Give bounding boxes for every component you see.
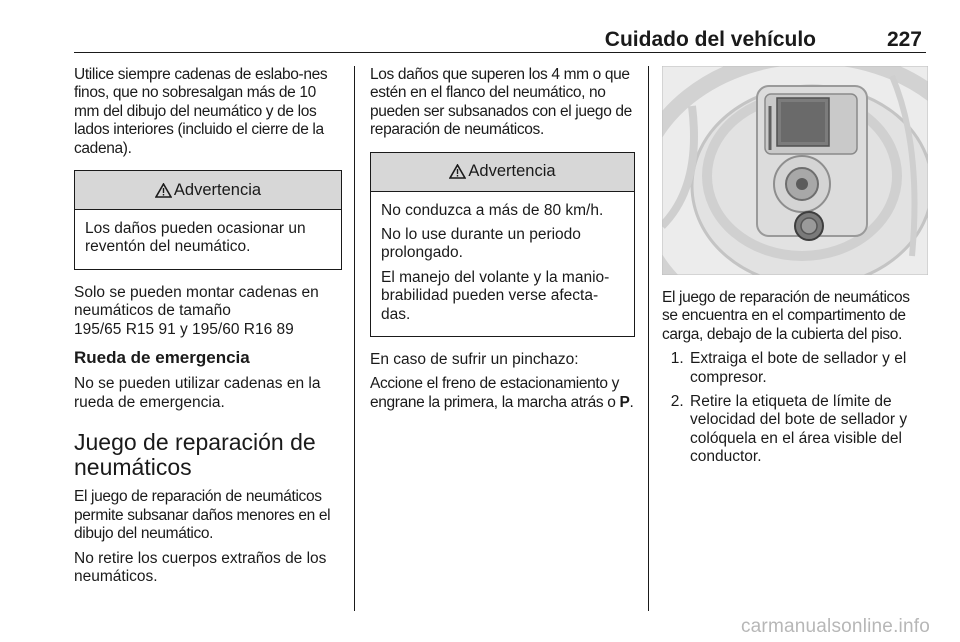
page-header: [74, 22, 926, 53]
list-item: 1. Extraiga el bote de sellador y el compresor.: [688, 350, 928, 387]
column-3: [662, 66, 928, 473]
warning-triangle-icon: [449, 164, 466, 179]
warning-text: Los daños pueden ocasionar un reventón del neumático.: [85, 220, 306, 256]
repair-kit-paragraph-2: No retire los cuerpos extraños de los neumáticos.: [74, 549, 327, 585]
steps-list: [662, 350, 928, 466]
warning-title: Advertencia: [468, 162, 556, 181]
section-title: Cuidado del vehículo: [604, 28, 816, 51]
list-item: 2. Retire la etiqueta de límite de velocidad del bote de sellador y colóquela en el área visible del conductor.: [688, 393, 928, 467]
column-2: [370, 66, 635, 418]
damage-limit-paragraph: Los daños que superen los 4 mm o que estén en el flanco del neumático, no pueden ser subsanados con el juego de reparación de neumáticos.: [370, 66, 632, 139]
spare-wheel-paragraph: No se pueden utilizar cadenas en la rueda de emergencia.: [74, 375, 321, 411]
repair-kit-figure: [662, 66, 928, 275]
parking-brake-text-end: .: [629, 393, 634, 411]
warning-box-1: [74, 170, 342, 270]
parking-brake-text: Accione el freno de estacionamiento y engrane la primera, la marcha atrás o: [370, 375, 620, 411]
warning-title: Advertencia: [173, 180, 262, 199]
warning-header: [371, 153, 634, 192]
spare-wheel-heading: Rueda de emergencia: [74, 348, 250, 368]
figure-caption: El juego de reparación de neumáticos se encuentra en el compartimento de carga, debajo de la cubierta del piso.: [662, 289, 910, 343]
site-watermark: carmanualsonline.info: [740, 616, 930, 637]
column-divider-2: [648, 66, 649, 611]
warning-header: [75, 171, 341, 210]
gear-p-label: P: [619, 393, 630, 411]
chains-intro-paragraph: Utilice siempre cadenas de eslabo-nes finos, que no sobresalgan más de 10 mm del dibujo del neumático y de los lados interiores (incluido el cierre de la cadena).: [74, 66, 328, 157]
column-1: [74, 66, 342, 592]
page-number: 227: [886, 28, 922, 51]
warning-body: [75, 210, 341, 269]
column-divider-1: [354, 66, 355, 611]
warning-triangle-icon: [155, 183, 172, 198]
chains-size-values: 195/65 R15 91 y 195/60 R16 89: [74, 320, 294, 338]
repair-kit-heading: Juego de reparación de neumáticos: [74, 429, 316, 481]
chains-size-paragraph: Solo se pueden montar cadenas en neumáticos de tamaño: [74, 283, 319, 320]
warning-line: El manejo del volante y la manio-brabilidad pueden verse afecta-das.: [381, 268, 610, 323]
puncture-paragraph: En caso de sufrir un pinchazo:: [370, 351, 579, 369]
warning-line: No conduzca a más de 80 km/h.: [381, 201, 604, 219]
repair-kit-paragraph-1: El juego de reparación de neumáticos permite subsanar daños menores en el dibujo del neumático.: [74, 488, 331, 543]
warning-box-2: [370, 152, 635, 337]
warning-line: No lo use durante un periodo prolongado.: [381, 226, 581, 262]
warning-body: [371, 192, 634, 336]
parking-brake-paragraph: [370, 375, 635, 412]
cargo-compartment-illustration: [662, 66, 928, 275]
